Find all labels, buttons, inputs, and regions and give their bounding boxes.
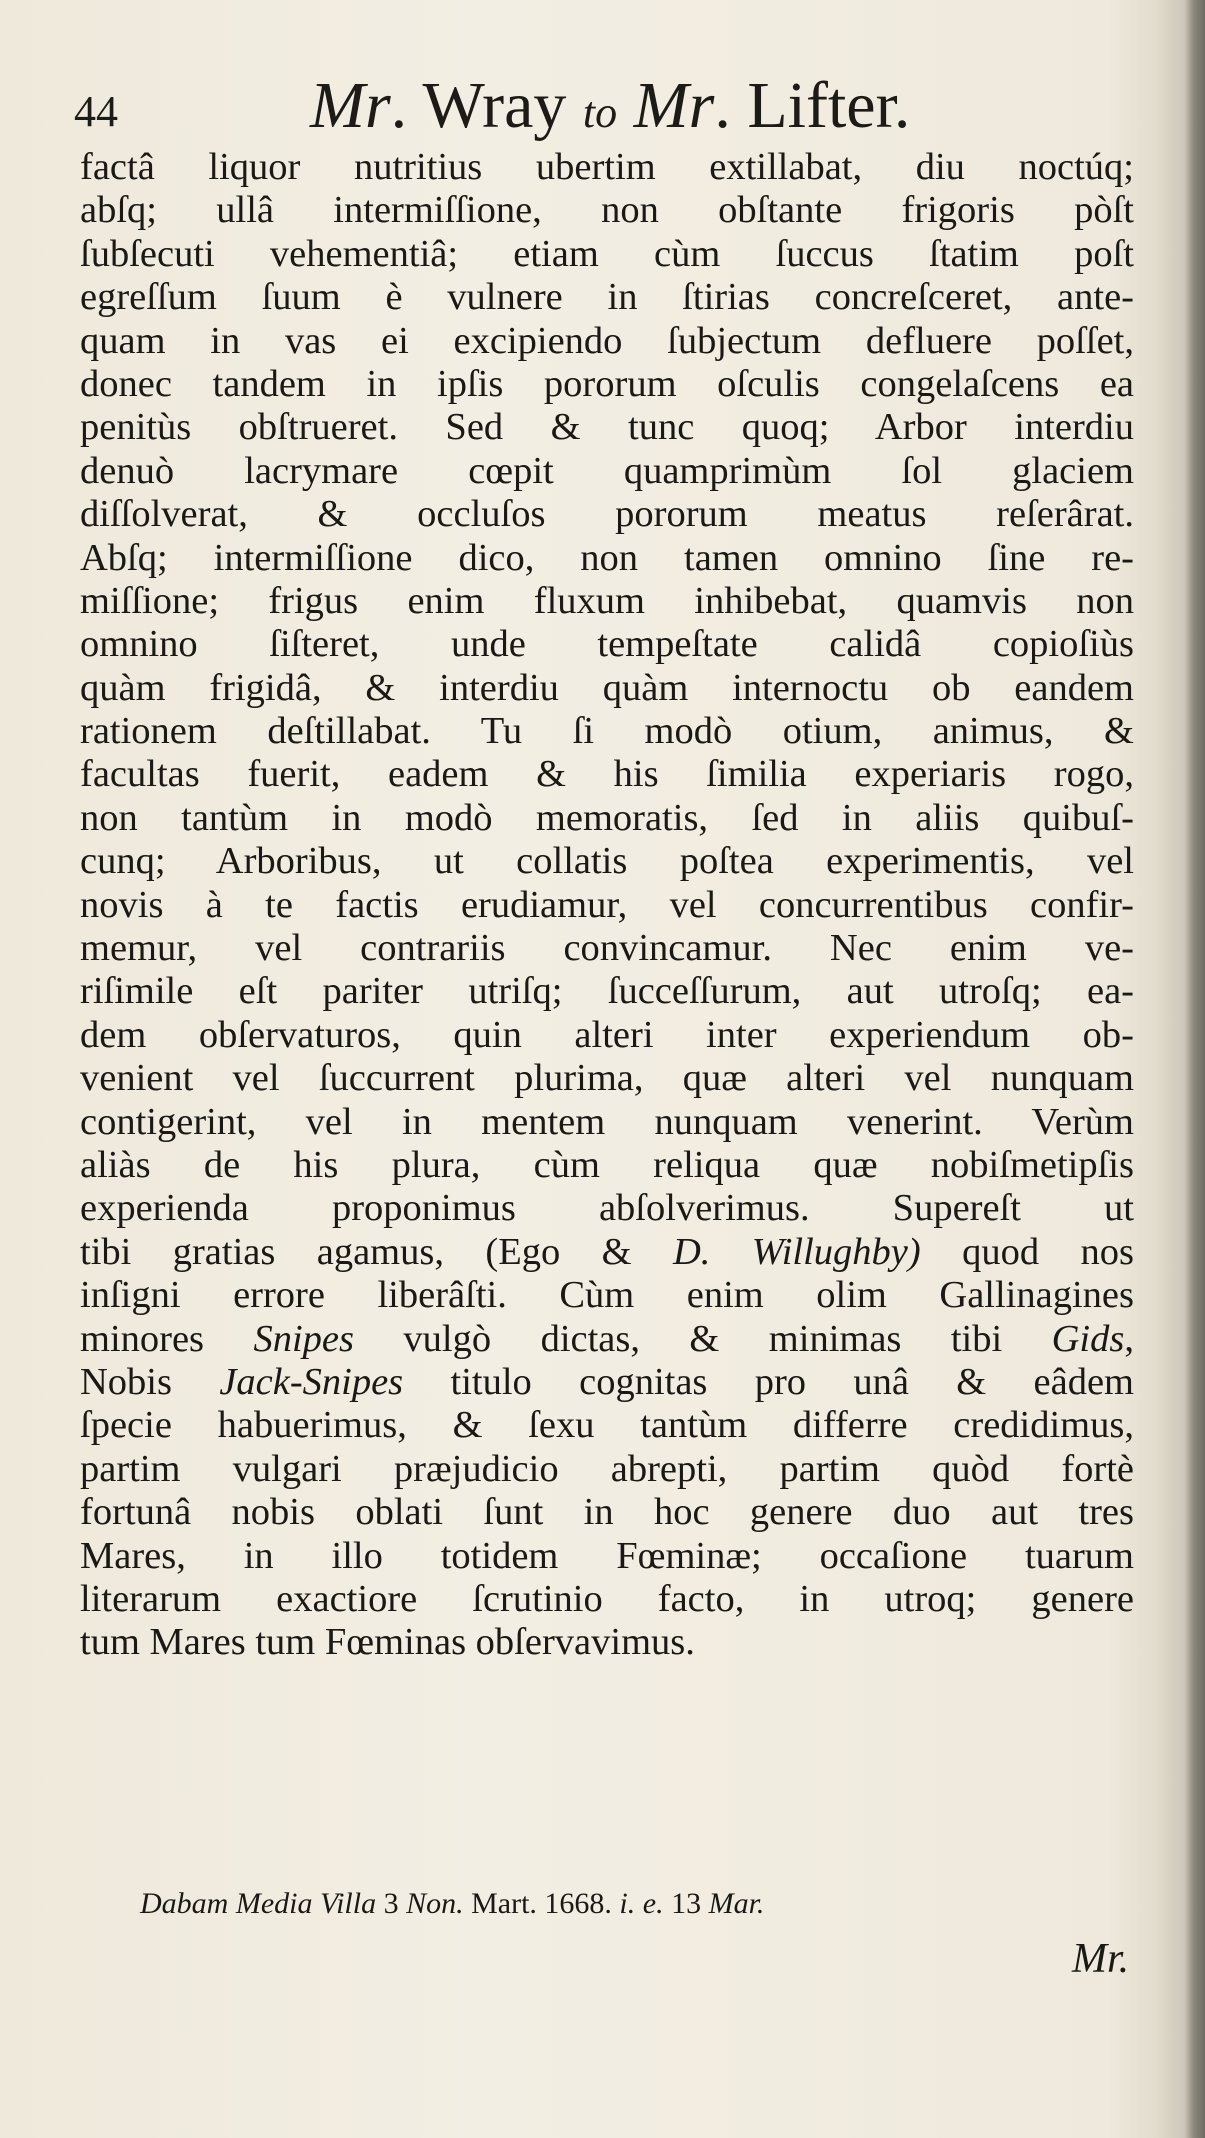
text-segment: denuò lacrymare cœpit quamprimùm ſol glaciem [80,449,1134,492]
letter-dateline [140,1882,1040,1926]
text-segment: egreſſum ſuum è vulnere in ſtirias concreſceret, ante- [80,276,1134,319]
text-segment: tum Mares tum Fœminas obſervavimus. [80,1621,695,1664]
text-line [80,884,1134,927]
text-line [80,493,1134,536]
text-segment: memur, vel contrariis convincamur. Nec enim ve- [80,927,1134,970]
text-line [80,1014,1134,1057]
text-segment: donec tandem in ipſis pororum oſculis congelaſcens ea [80,362,1134,405]
text-line [80,840,1134,883]
text-segment: rationem deſtillabat. Tu ſi modò otium, animus, & [80,710,1134,753]
text-segment: venient vel ſuccurrent plurima, quæ alteri vel nunquam [80,1057,1134,1100]
text-line [80,320,1134,363]
running-head-mr-1: Mr [310,69,391,142]
page-edge-shadow [1185,0,1205,2138]
text-line [80,1621,1134,1664]
running-head-lister: . Lifter. [714,69,911,142]
text-line [80,1404,1134,1447]
running-head [310,68,910,151]
text-segment: vulgò dictas, & minimas tibi [354,1317,1052,1360]
text-line [80,363,1134,406]
text-line [80,537,1134,580]
text-segment: ſubſecuti vehementiâ; etiam cùm ſuccus ſtatim poſt [80,232,1134,275]
text-line [80,970,1134,1013]
italic-text: D. Willughby) [672,1230,921,1273]
dateline-non: Non. [406,1887,464,1920]
text-segment: Nobis [80,1360,220,1403]
text-segment: diſſolverat, & occluſos pororum meatus reſerârat. [80,493,1134,536]
text-segment: contigerint, vel in mentem nunquam venerint. Verùm [80,1100,1134,1143]
text-segment: penitùs obſtrueret. Sed & tunc quoq; Arbor interdiu [80,406,1134,449]
text-segment: ſpecie habuerimus, & ſexu tantùm differre credidimus, [80,1404,1134,1447]
text-segment: , [1124,1317,1134,1360]
dateline-month-year: Mart. 1668. [463,1887,620,1920]
text-line [80,580,1134,623]
text-segment: Mares, in illo totidem Fœminæ; occaſione tuarum [80,1534,1134,1577]
text-line [80,1578,1134,1621]
text-segment: cunq; Arboribus, ut collatis poſtea experimentis, vel [80,840,1134,883]
text-line [80,1144,1134,1187]
text-segment: fortunâ nobis oblati ſunt in hoc genere duo aut tres [80,1491,1134,1534]
text-line [80,1491,1134,1534]
text-segment: minores [80,1317,254,1360]
dateline-ie: i. e. [619,1887,664,1920]
italic-text: Jack-Snipes [219,1360,404,1403]
page-header [74,68,994,148]
dateline-place: Dabam Media Villa [140,1887,377,1920]
text-segment: literarum exactiore ſcrutinio facto, in utroq; genere [80,1577,1134,1620]
text-segment: omnino ſiſteret, unde tempeſtate calidâ copioſiùs [80,623,1134,666]
text-segment: titulo cognitas pro unâ & eâdem [403,1360,1135,1403]
italic-text: Gids [1051,1317,1125,1360]
text-segment: miſſione; frigus enim fluxum inhibebat, quamvis non [80,579,1134,622]
text-line [80,146,1134,189]
text-segment: facultas fuerit, eadem & his ſimilia experiaris rogo, [80,753,1134,796]
text-line [80,1187,1134,1230]
text-segment: tibi gratias agamus, (Ego & [80,1230,673,1273]
letter-body [80,146,1134,1665]
text-segment: experienda proponimus abſolverimus. Supereſt ut [80,1187,1134,1230]
text-segment: abſq; ullâ intermiſſione, non obſtante frigoris pòſt [80,189,1134,232]
running-head-mr-2: Mr [617,69,715,142]
text-line [80,1535,1134,1578]
text-line [80,667,1134,710]
text-line [80,1057,1134,1100]
text-segment: non tantùm in modò memoratis, ſed in aliis quibuſ- [80,796,1134,839]
text-line [80,1448,1134,1491]
dateline-day-2: 13 [663,1887,709,1920]
text-line [80,1274,1134,1317]
text-segment: dem obſervaturos, quin alteri inter experiendum ob- [80,1013,1134,1056]
text-line [80,710,1134,753]
text-segment: inſigni errore liberâſti. Cùm enim olim Gallinagines [80,1274,1134,1317]
text-segment: novis à te factis erudiamur, vel concurrentibus confir- [80,883,1134,926]
text-segment: aliàs de his plura, cùm reliqua quæ nobiſmetipſis [80,1143,1134,1186]
catchword: Mr. [1072,1936,1130,1982]
dateline-mar: Mar. [708,1887,765,1920]
text-line [80,753,1134,796]
text-line [80,623,1134,666]
text-segment: quam in vas ei excipiendo ſubjectum defluere poſſet, [80,319,1134,362]
text-segment: Abſq; intermiſſione dico, non tamen omnino ſine re- [80,536,1134,579]
text-line [80,1318,1134,1361]
text-line [80,927,1134,970]
text-line [80,276,1134,319]
text-segment: factâ liquor nutritius ubertim extillabat, diu noctúq; [80,146,1134,188]
text-line [80,1231,1134,1274]
text-line [80,189,1134,232]
text-segment: partim vulgari præjudicio abrepti, partim quòd fortè [80,1447,1134,1490]
text-line [80,233,1134,276]
text-segment: riſimile eſt pariter utriſq; ſucceſſurum, aut utroſq; ea- [80,970,1134,1013]
text-line [80,797,1134,840]
italic-text: Snipes [253,1317,354,1360]
dateline-day: 3 [376,1887,407,1920]
text-segment: quod nos [920,1230,1135,1273]
running-head-wray: . Wray [390,69,583,142]
text-line [80,1361,1134,1404]
text-line [80,450,1134,493]
running-head-to: to [582,88,618,137]
text-line [80,406,1134,449]
text-line [80,1101,1134,1144]
text-segment: quàm frigidâ, & interdiu quàm internoctu ob eandem [80,666,1134,709]
page-number: 44 [74,87,118,136]
